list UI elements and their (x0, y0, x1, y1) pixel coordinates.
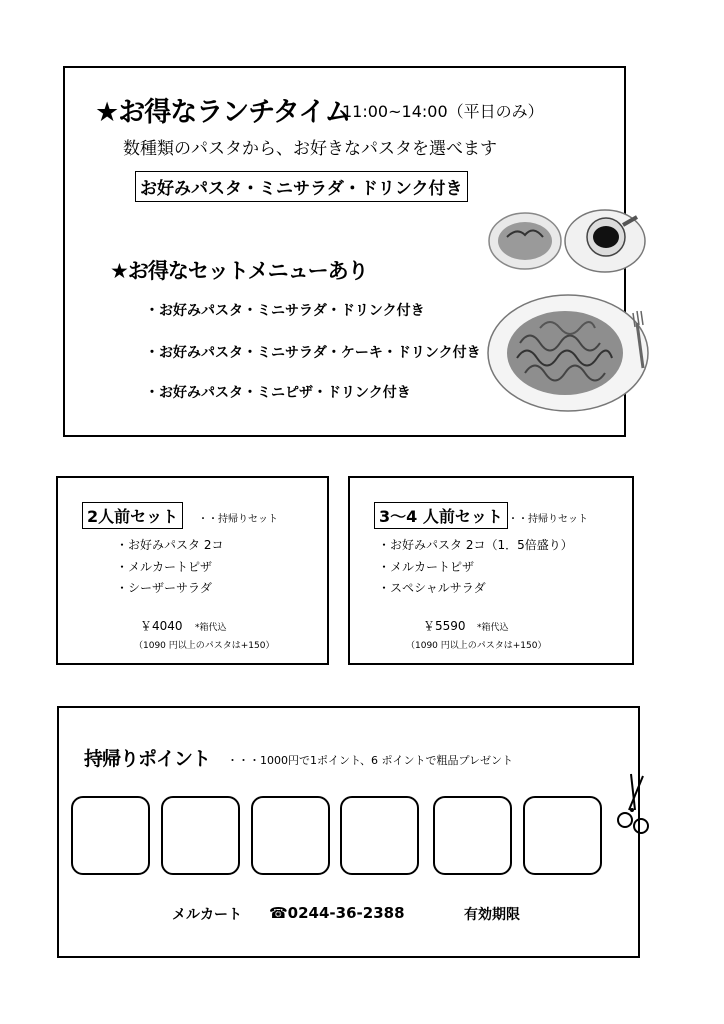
set-price: ￥5590 (423, 619, 466, 633)
scissors-icon (613, 770, 653, 840)
price-condition: （1090 円以上のパスタは+150） (134, 641, 275, 651)
lunch-description: 数種類のパスタから、お好きなパスタを選べます (123, 139, 497, 159)
lunch-section (63, 66, 626, 437)
phone-number: ☎0244-36-2388 (269, 904, 405, 922)
set-item: ・メルカートピザ (378, 560, 475, 574)
takeout-set-3-4-person (348, 476, 634, 665)
set-item: ・お好みパスタ 2コ（1．5倍盛り） (378, 538, 573, 552)
stamp-slot[interactable] (523, 796, 602, 875)
set-price: ￥4040 (140, 619, 183, 633)
set-item: ・メルカートピザ (116, 560, 213, 574)
points-title: 持帰りポイント (84, 748, 211, 770)
lunch-hours: 11:00~14:00（平日のみ） (342, 102, 544, 121)
price-note: *箱代込 (477, 623, 509, 633)
set-item: ・スペシャルサラダ (378, 581, 486, 595)
points-description: ・・・1000円で1ポイント、6 ポイントで粗品プレゼント (227, 754, 514, 767)
set-menu-title: ★お得なセットメニューあり (110, 259, 368, 283)
price-condition: （1090 円以上のパスタは+150） (406, 641, 547, 651)
set-item: ・シーザーサラダ (116, 581, 212, 595)
price-note: *箱代込 (195, 623, 227, 633)
stamp-slot[interactable] (340, 796, 419, 875)
pasta-meal-illustration-icon (485, 203, 650, 413)
shop-name: メルカート (172, 907, 242, 923)
takeout-set-2-person (56, 476, 329, 665)
stamp-slot[interactable] (161, 796, 240, 875)
lunch-includes: お好みパスタ・ミニサラダ・ドリンク付き (135, 171, 468, 202)
set-item: ・お好みパスタ 2コ (116, 538, 224, 552)
stamp-slot[interactable] (71, 796, 150, 875)
lunch-title: ★お得なランチタイム (95, 97, 351, 128)
stamp-slot[interactable] (433, 796, 512, 875)
set-name: 2人前セット (82, 502, 183, 529)
set-note: ・・持帰りセット (508, 514, 588, 525)
set-menu-item: ・お好みパスタ・ミニサラダ・ケーキ・ドリンク付き (145, 345, 481, 361)
points-card (57, 706, 640, 958)
expiry-label: 有効期限 (464, 907, 520, 923)
set-menu-item: ・お好みパスタ・ミニピザ・ドリンク付き (145, 385, 411, 401)
set-menu-item: ・お好みパスタ・ミニサラダ・ドリンク付き (145, 303, 425, 319)
stamp-slot[interactable] (251, 796, 330, 875)
set-note: ・・持帰りセット (198, 514, 278, 525)
set-name: 3～4 人前セット (374, 502, 508, 529)
